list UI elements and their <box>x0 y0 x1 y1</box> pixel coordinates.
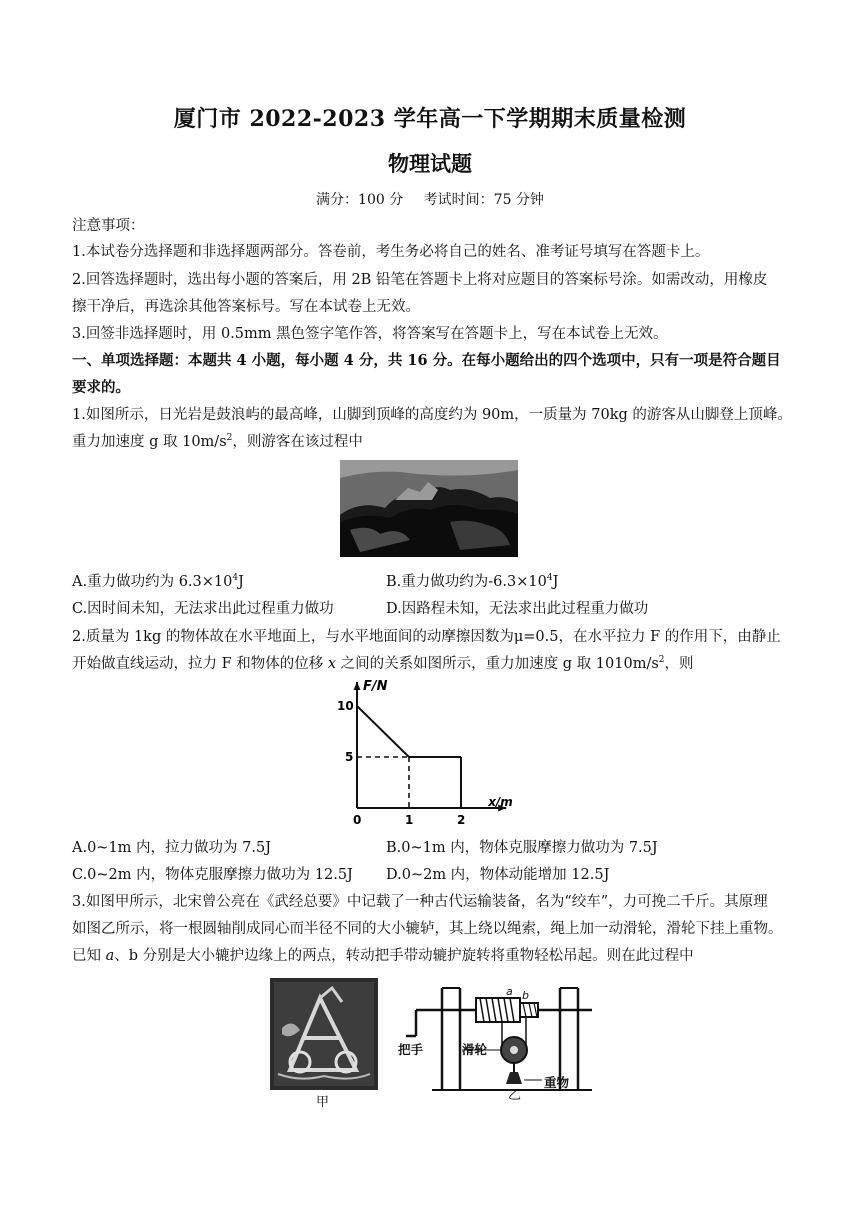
x-tick-label: 1 <box>405 813 414 826</box>
q1-option-a-unit: J <box>238 574 244 590</box>
q1-stem-line-1: 1.如图所示，日光岩是鼓浪屿的最高峰，山脚到顶峰的高度约为 90m，一质量为 70kg 的游客从山脚登上顶峰。 <box>72 407 792 423</box>
q2-stem-line-2 <box>72 654 792 674</box>
q3-stem-tail: 、b 分别是大小辘护边缘上的两点，转动把手带动辘护旋转将重物轻松吊起。则在此过程中 <box>114 948 694 964</box>
point-a-label: a <box>506 985 513 998</box>
note-item-3: 3.回签非选择题时，用 0.5mm 黑色签字笔作答，将答案写在答题卡上，写在本试卷上无效。 <box>72 326 668 342</box>
q2-stem-text: 开始做直线运动，拉力 F 和物体的位移 <box>72 656 328 672</box>
y-axis-label: F/N <box>363 679 388 694</box>
q3-stem-text: 已知 <box>72 948 106 964</box>
full-score: 满分：100 分 <box>316 192 404 208</box>
y-axis-arrow <box>354 682 361 690</box>
q1-stem-line-2 <box>72 432 792 452</box>
winch-schematic <box>402 980 602 1098</box>
x-tick-label: 0 <box>353 813 362 826</box>
force-series-line <box>357 706 461 757</box>
q1-option-c[interactable]: C.因时间未知，无法求出此过程重力做功 <box>72 601 334 617</box>
x-tick-label: 2 <box>457 813 466 826</box>
q2-stem-mid: 之间的关系如图所示，重力加速度 g 取 1010m/s <box>336 656 659 672</box>
note-item-2-line-2: 擦干净后，再选涂其他答案标号。写在本试卷上无效。 <box>72 299 420 315</box>
q1-option-a[interactable] <box>72 572 244 592</box>
q3-stem-line-3 <box>72 946 792 966</box>
sunlight-rock-photo <box>340 460 518 557</box>
q3-variable-a: a <box>105 948 115 964</box>
handle-label: 把手 <box>398 1042 424 1057</box>
q1-option-a-exponent: 4 <box>232 573 239 584</box>
q2-stem-tail: ，则 <box>664 656 694 672</box>
q1-option-b-exponent: 4 <box>546 573 553 584</box>
q2-option-a[interactable]: A.0~1m 内，拉力做功为 7.5J <box>72 840 272 856</box>
fig-right-caption: 乙 <box>508 1088 522 1103</box>
q1-stem-text: 重力加速度 g 取 10m/s <box>72 434 227 450</box>
exam-title: 厦门市 2022-2023 学年高一下学期期末质量检测 <box>173 106 687 132</box>
exam-meta <box>0 189 860 209</box>
note-item-1: 1.本试卷分选择题和非选择题两部分。答卷前，考生务必将自己的姓名、准考证号填写在答题卡上。 <box>72 244 710 260</box>
q2-option-b[interactable]: B.0~1m 内，物体克服摩擦力做功为 7.5J <box>386 840 658 856</box>
y-tick-label: 10 <box>337 699 354 713</box>
q3-stem-line-1: 3.如图甲所示，北宋曾公亮在《武经总要》中记载了一种古代运输装备，名为“绞车”，力可挽二千斤。其原理 <box>72 894 768 910</box>
note-item-2-line-1: 2.回答选择题时，选出每小题的答案后，用 2B 铅笔在答题卡上将对应题目的答案标号涂。如需改动，用橡皮 <box>72 272 768 288</box>
fig-left-caption: 甲 <box>316 1095 330 1110</box>
force-displacement-chart <box>335 676 535 826</box>
q2-variable-x: x <box>327 656 337 672</box>
section-heading-line-2: 要求的。 <box>72 379 130 396</box>
pulley-label: 滑轮 <box>462 1042 488 1057</box>
weight-label: 重物 <box>544 1075 570 1090</box>
q1-option-d[interactable]: D.因路程未知，无法求出此过程重力做功 <box>386 601 649 617</box>
q1-option-b-text: B.重力做功约为-6.3×10 <box>386 574 547 590</box>
q1-stem-tail: ，则游客在该过程中 <box>232 434 363 450</box>
q1-option-b-unit: J <box>552 574 559 590</box>
notes-heading: 注意事项： <box>72 218 145 234</box>
q1-option-b[interactable] <box>386 572 558 592</box>
x-axis-label: x/m <box>488 795 513 809</box>
section-heading-line-1: 一、单项选择题：本题共 4 小题，每小题 4 分，共 16 分。在每小题给出的四个选项中，只有一项是符合题目 <box>72 352 781 369</box>
q2-option-c[interactable]: C.0~2m 内，物体克服摩擦力做功为 12.5J <box>72 867 353 883</box>
q2-exponent: 2 <box>658 655 665 666</box>
point-b-label: b <box>522 989 529 1002</box>
q1-exponent: 2 <box>226 433 233 444</box>
ancient-winch-illustration <box>270 978 378 1090</box>
q2-option-d[interactable]: D.0~2m 内，物体动能增加 12.5J <box>386 867 610 883</box>
q3-stem-line-2: 如图乙所示，将一根圆轴削成同心而半径不同的大小辘轳，其上绕以绳索，绳上加一动滑轮，滑轮下挂上重物。 <box>72 921 783 937</box>
exam-subtitle: 物理试题 <box>388 151 472 176</box>
q2-stem-line-1: 2.质量为 1kg 的物体故在水平地面上，与水平地面间的动摩擦因数为μ=0.5，在水平拉力 F 的作用下，由静止 <box>72 629 781 645</box>
q1-option-a-text: A.重力做功约为 6.3×10 <box>72 574 233 590</box>
exam-time: 考试时间：75 分钟 <box>423 192 544 208</box>
y-tick-label: 5 <box>345 750 354 764</box>
